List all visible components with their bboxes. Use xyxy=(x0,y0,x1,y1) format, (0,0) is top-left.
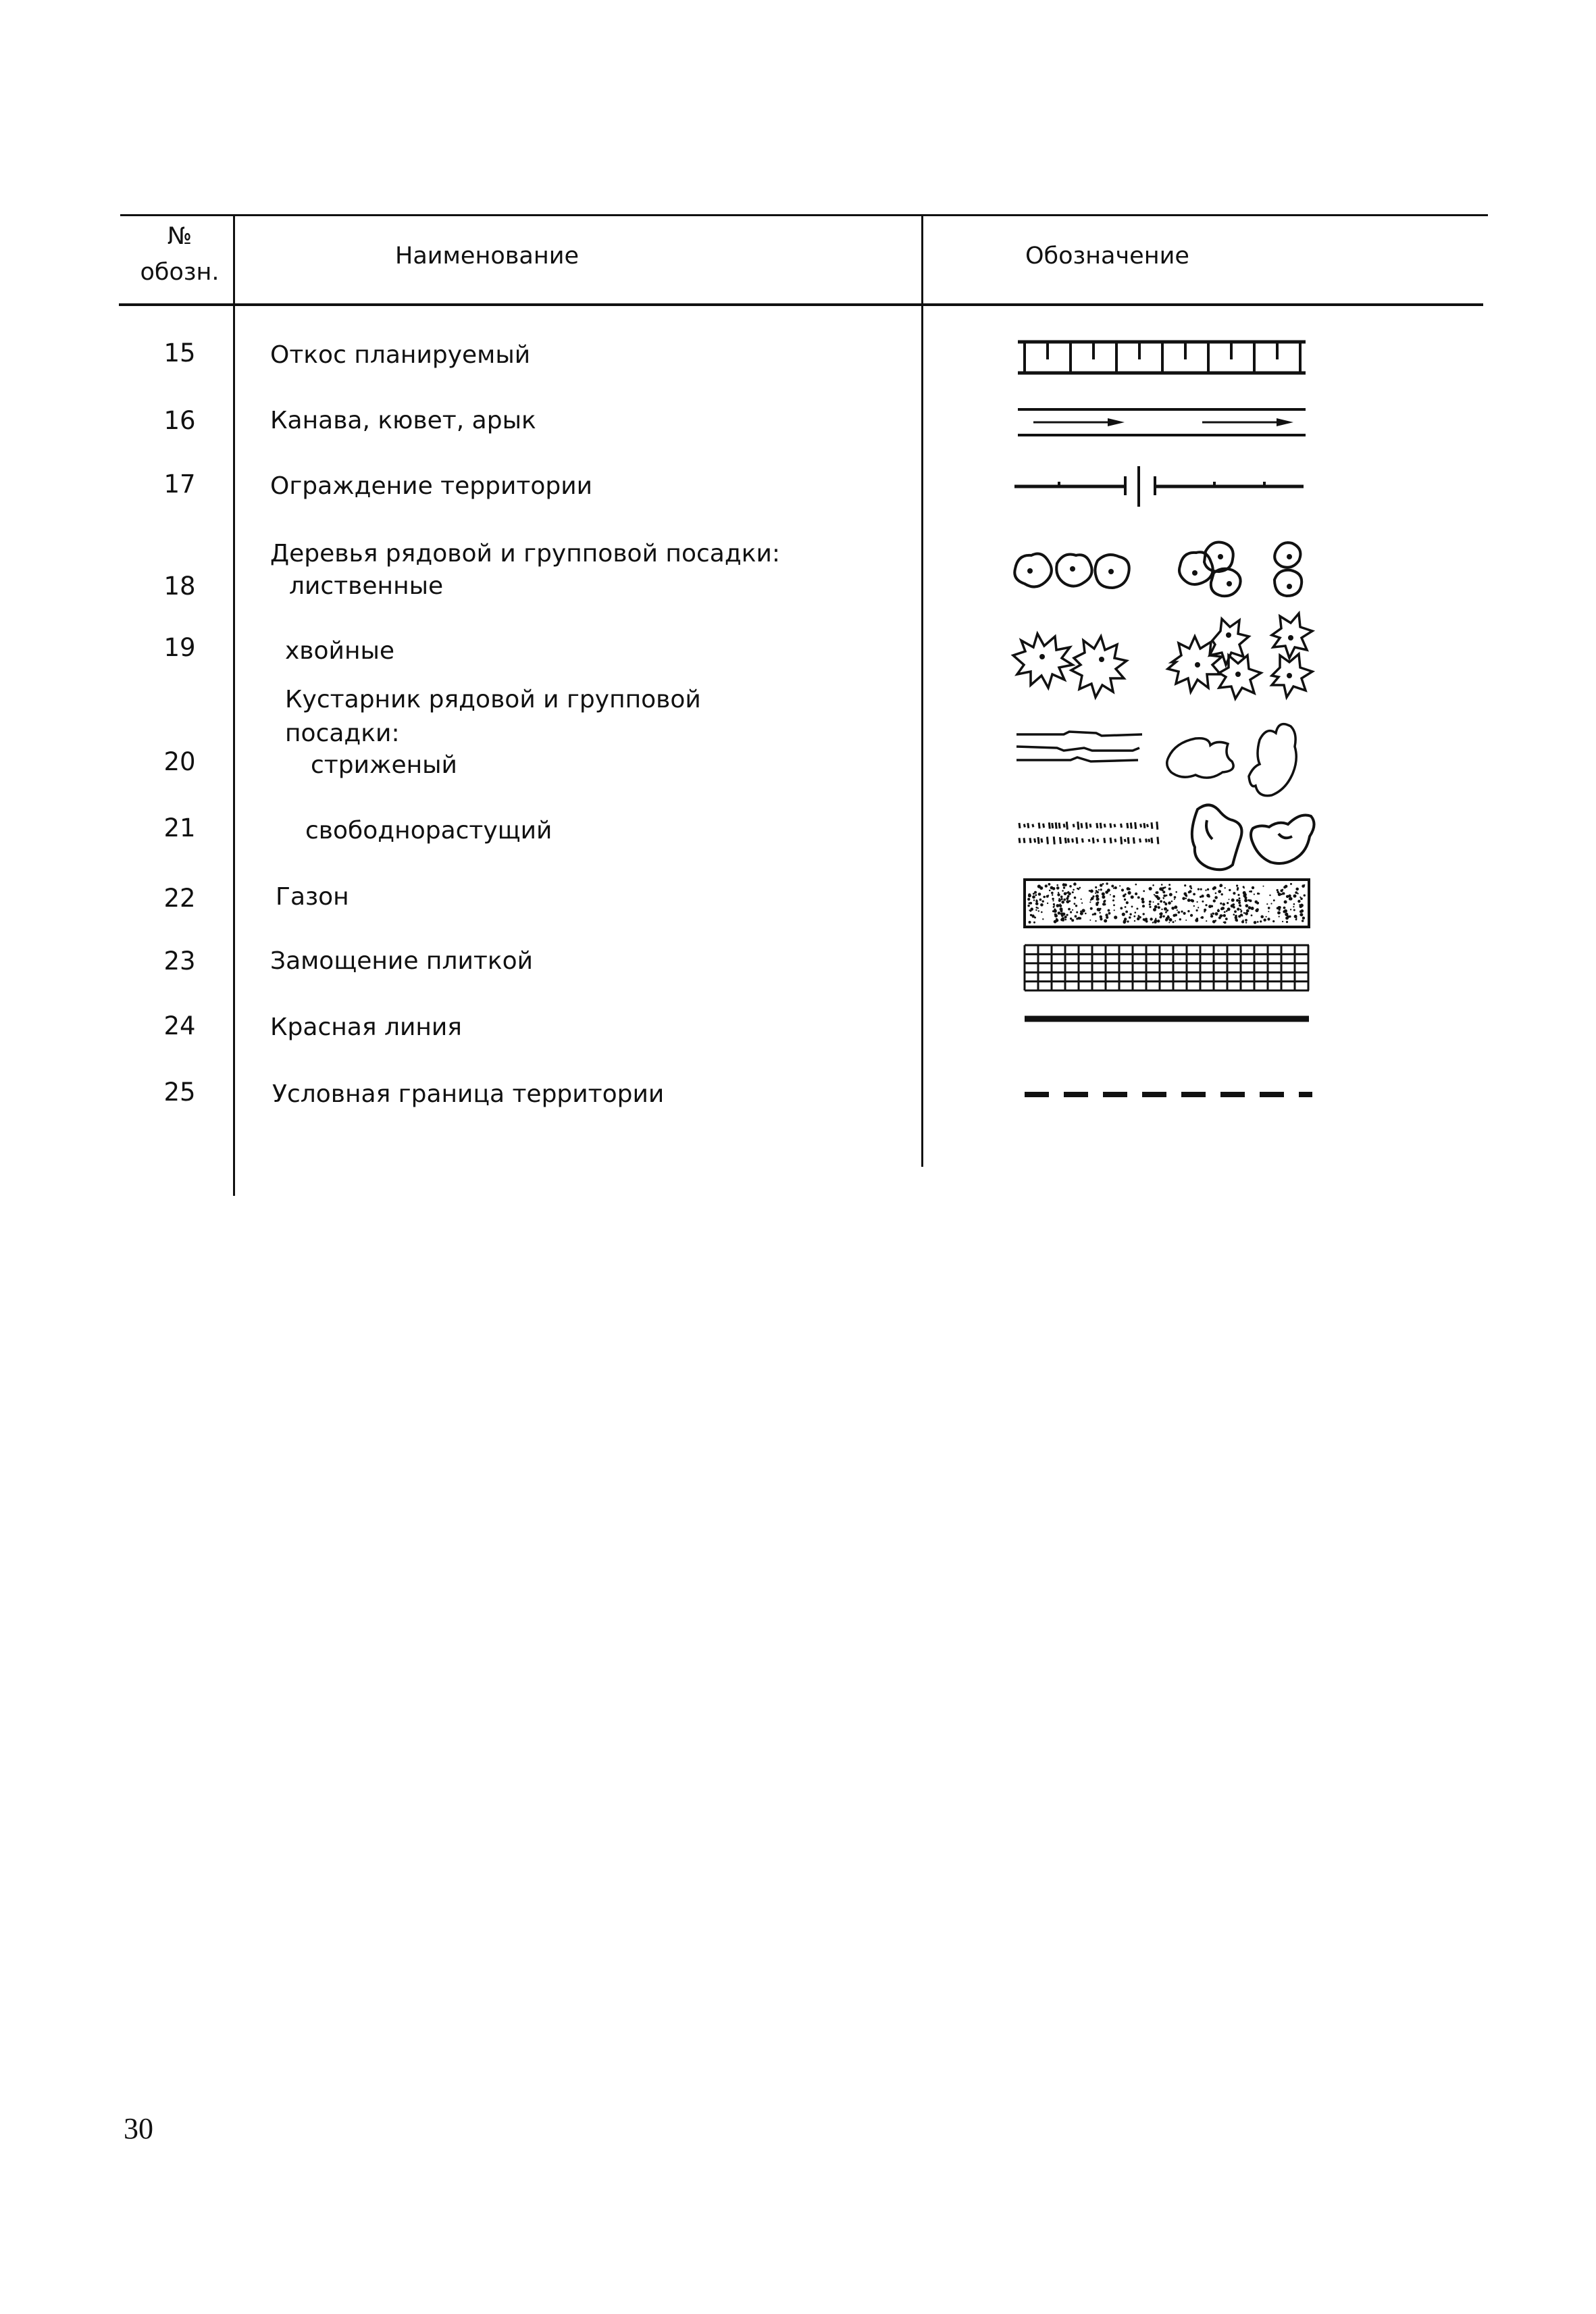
row-name: Откос планируемый xyxy=(270,341,531,369)
table-top-rule xyxy=(120,214,1488,216)
header-name: Наименование xyxy=(395,243,579,270)
row-name: Газон xyxy=(276,883,349,911)
page-number: 30 xyxy=(124,2112,153,2145)
trimmed-shrub-symbol xyxy=(1013,713,1317,801)
row-number: 21 xyxy=(163,813,196,842)
row-name: стриженый xyxy=(311,751,457,779)
row-number: 20 xyxy=(163,747,196,776)
row-name: лиственные xyxy=(289,572,444,600)
red-line-symbol xyxy=(1023,1012,1310,1026)
row-name: хвойные xyxy=(285,637,395,665)
free-growing-shrub-symbol xyxy=(1016,797,1314,878)
row-name: Красная линия xyxy=(270,1013,462,1041)
row-name: Условная граница территории xyxy=(272,1080,665,1108)
group-title-shrubs-line2: посадки: xyxy=(285,720,400,747)
row-name: Замощение плиткой xyxy=(270,947,533,975)
row-number: 18 xyxy=(163,572,196,601)
lawn-symbol xyxy=(1023,878,1310,929)
row-number: 16 xyxy=(163,406,196,435)
header-bottom-rule xyxy=(119,303,1483,306)
ditch-symbol xyxy=(1016,405,1307,439)
planned-slope-symbol xyxy=(1016,338,1307,378)
row-name: свободнорастущий xyxy=(305,817,552,845)
header-no-label: обозн. xyxy=(140,259,220,286)
boundary-symbol xyxy=(1023,1088,1314,1101)
tile-paving-symbol xyxy=(1023,942,1310,993)
row-number: 22 xyxy=(163,884,196,913)
group-title-trees: Деревья рядовой и групповой посадки: xyxy=(270,540,780,568)
row-name: Ограждение территории xyxy=(270,472,593,500)
row-number: 15 xyxy=(163,338,196,368)
row-name: Канава, кювет, арык xyxy=(270,407,536,434)
row-number: 23 xyxy=(163,947,196,976)
column-divider-2 xyxy=(921,214,923,1167)
coniferous-trees-symbol xyxy=(1010,608,1320,696)
deciduous-trees-symbol xyxy=(1010,534,1320,601)
row-number: 25 xyxy=(163,1078,196,1107)
row-number: 17 xyxy=(163,470,196,499)
fence-symbol xyxy=(1013,463,1310,510)
header-symbol: Обозначение xyxy=(1025,243,1189,270)
column-divider-1 xyxy=(233,214,235,1196)
header-no-symbol: № xyxy=(167,223,192,250)
group-title-shrubs-line1: Кустарник рядовой и групповой xyxy=(285,686,701,713)
row-number: 24 xyxy=(163,1011,196,1040)
row-number: 19 xyxy=(163,633,196,662)
